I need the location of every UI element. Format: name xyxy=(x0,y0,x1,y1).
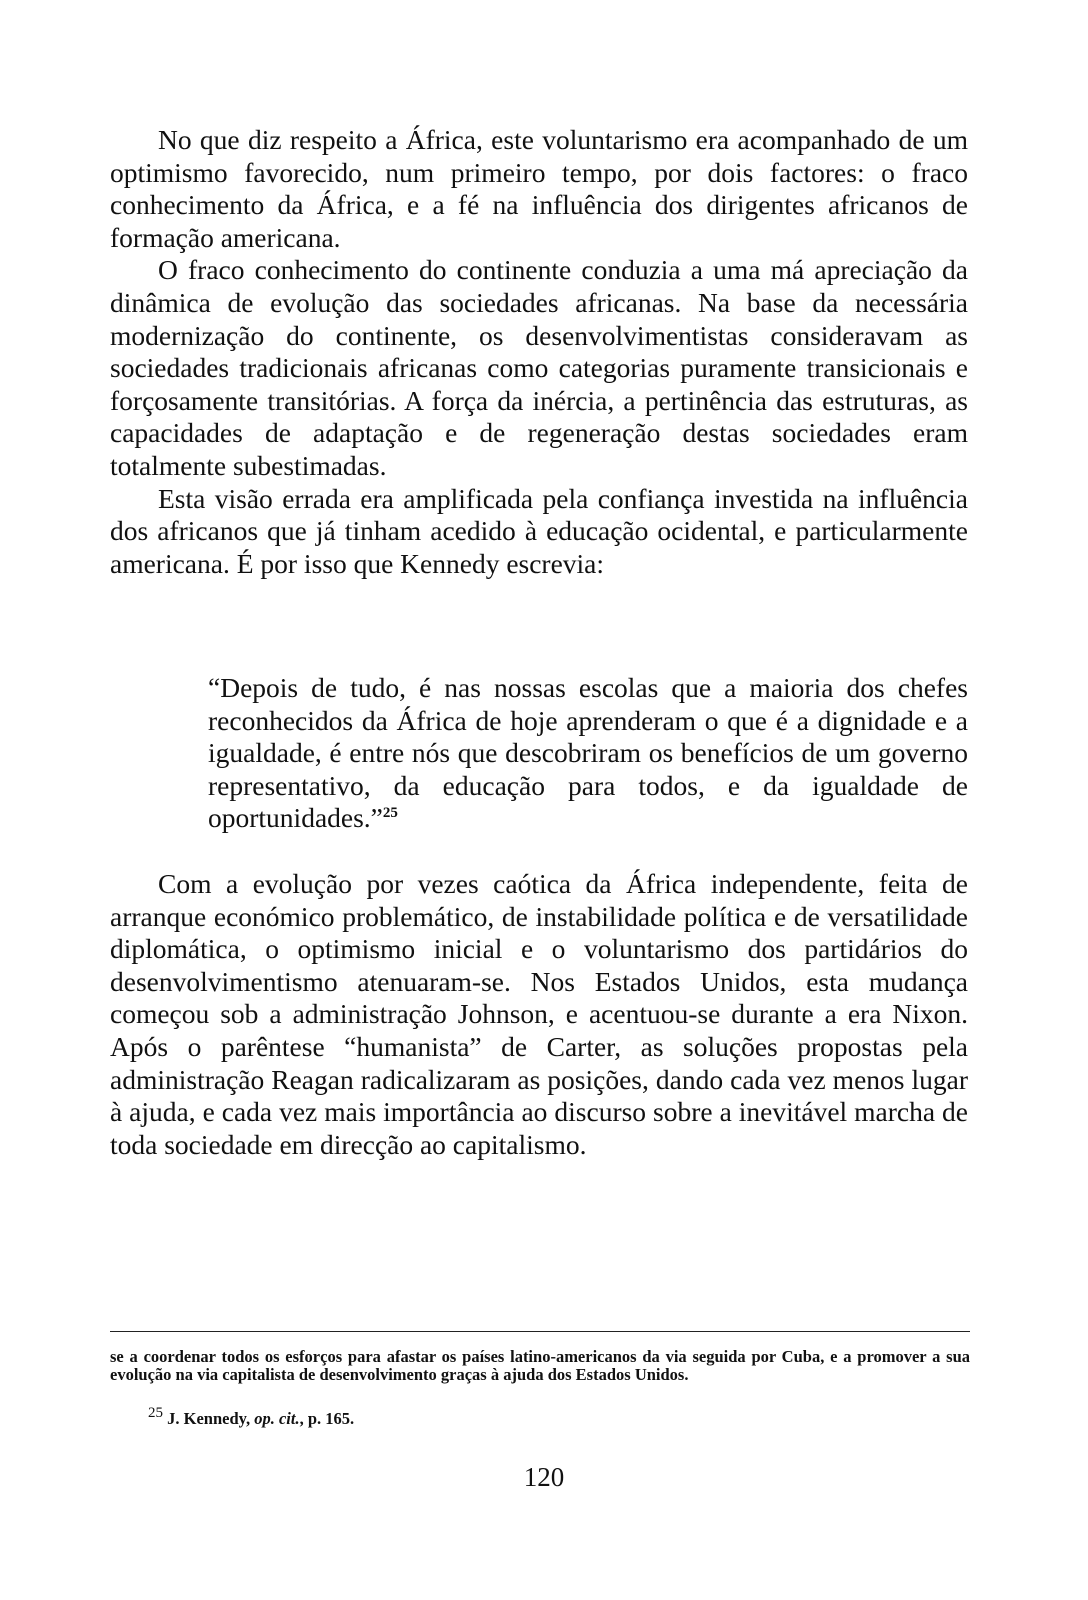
footnote-25-number: 25 xyxy=(148,1405,163,1421)
footnote-25-page: , p. 165. xyxy=(299,1409,355,1428)
quote-text: “Depois de tudo, é nas nossas escolas que a maioria dos chefes reconhecidos da África de hoje aprenderam o que é a dignidade e a igualdade, é entre nós que descobriram os benefícios de um governo representativo, da educação para todos, e da igualdade de oportunidades.” xyxy=(208,672,968,834)
footnote-divider xyxy=(110,1331,970,1332)
footnote-continuation: se a coordenar todos os esforços para afastar os países latino-americanos da via seguida por Cuba, e a promover a sua evolução na via capitalista de desenvolvimento graças à ajuda dos Estados Unidos. xyxy=(110,1347,970,1384)
footnote-25 xyxy=(148,1405,355,1428)
block-quote xyxy=(208,672,968,835)
footnote-25-author: J. Kennedy, xyxy=(167,1409,251,1428)
page-number: 120 xyxy=(523,1462,565,1492)
paragraph-3: Esta visão errada era amplificada pela confiança investida na influência dos africanos que já tinham acedido à educação ocidental, e particularmente americana. É por isso que Kennedy escrevia: xyxy=(110,482,968,579)
paragraph-2: O fraco conhecimento do continente conduzia a uma má apreciação da dinâmica de evolução das sociedades africanas. Na base da necessária modernização do continente, os desenvolvimentistas consideravam as sociedades tradicionais africanas como categorias puramente transicionais e forçosamente transitórias. A força da inércia, a pertinência das estruturas, as capacidades de adaptação e de regeneração destas sociedades eram totalmente subestimadas. xyxy=(110,254,968,481)
main-text-lower xyxy=(110,868,968,1161)
paragraph-4: Com a evolução por vezes caótica da África independente, feita de arranque económico problemático, de instabilidade política e de versatilidade diplomática, o optimismo inicial e o voluntarismo dos partidários do desenvolvimentismo atenuaram-se. Nos Estados Unidos, esta mudança começou sob a administração Johnson, e acentuou-se durante a era Nixon. Após o parêntese “humanista” de Carter, as soluções propostas pela administração Reagan radicalizaram as posições, dando cada vez menos lugar à ajuda, e cada vez mais importância ao discurso sobre a inevitável marcha de toda sociedade em direcção ao capitalismo. xyxy=(110,868,968,1160)
main-text-upper xyxy=(110,124,968,580)
footnotes xyxy=(110,1347,970,1428)
footnote-ref-25: 25 xyxy=(382,805,398,822)
footnote-25-ref: op. cit. xyxy=(254,1409,300,1428)
paragraph-1: No que diz respeito a África, este voluntarismo era acompanhado de um optimismo favorecido, num primeiro tempo, por dois factores: o fraco conhecimento da África, e a fé na influência dos dirigentes africanos de formação americana. xyxy=(110,124,968,253)
